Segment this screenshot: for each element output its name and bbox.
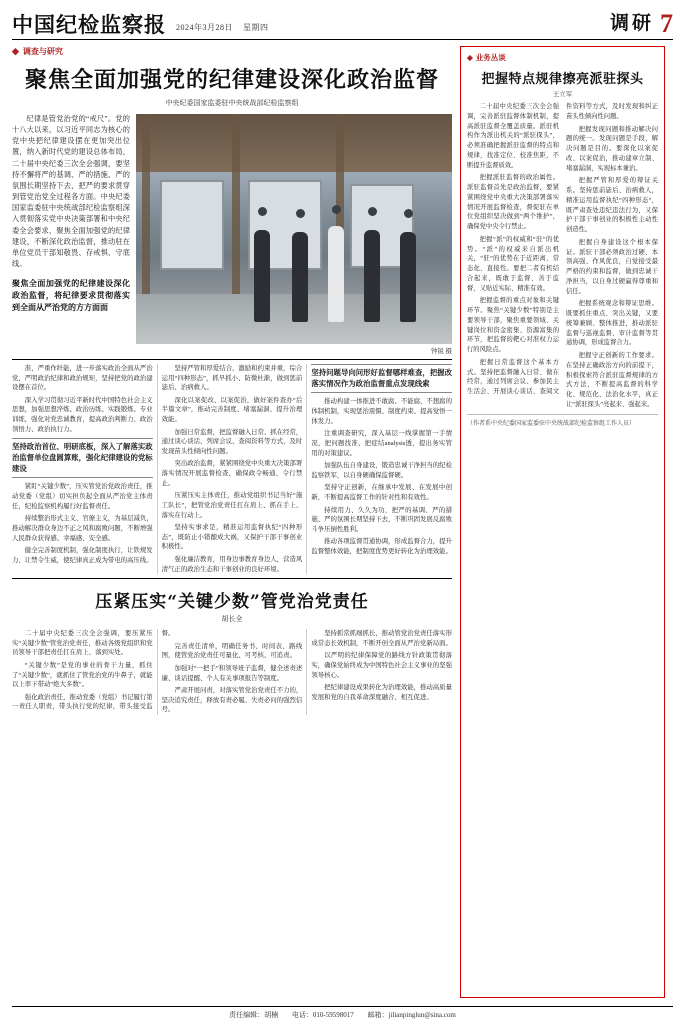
paper-name: 中国纪检监察报 <box>12 12 166 37</box>
paragraph: 把握自身建设这个根本保证。派驻干部必须政治过硬、本领高强、作风优良，自觉接受最严格的约束和监督，做到忠诚干净担当，以自身过硬赢得尊重和信任。 <box>566 238 658 295</box>
paragraph: 把握发现问题和推动解决问题的统一。发现问题是手段，解决问题是目的。要深化以案促改、以案促治，推动建章立制、堵塞漏洞，实现标本兼治。 <box>566 125 658 172</box>
page-body <box>12 46 673 998</box>
page-number: 7 <box>660 8 673 38</box>
masthead-date <box>176 22 269 35</box>
photo-person <box>292 232 308 322</box>
paragraph: 突出政治监督，紧紧围绕党中央重大决策部署落实情况开展监督检查，确保政令畅通、令行禁止。 <box>161 460 303 487</box>
sidebar-byline: 王立军 <box>552 91 573 98</box>
paragraph: 坚持实事求是，精准运用监督执纪“四种形态”，既防止小错酿成大祸，又保护干部干事创业积极性。 <box>161 524 303 551</box>
sidebar-body <box>467 102 658 410</box>
photo-person <box>364 230 380 322</box>
photo-person <box>254 230 270 322</box>
sidebar-kicker-label: 业务丛谈 <box>475 53 506 62</box>
photo-person <box>328 226 344 322</box>
paragraph: 加强日常监督，把监督融入日常、抓在经常，通过谈心谈话、列席会议、查阅资料等方式，及时发现苗头性倾向性问题。 <box>161 428 303 455</box>
paragraph: 强化廉洁教育，用身边事教育身边人，营造风清气正的政治生态和干事创业的良好环境。 <box>161 555 303 573</box>
divider <box>12 578 452 579</box>
paragraph: 坚持严管和厚爱结合、激励和约束并重，综合运用“四种形态”，抓早抓小、防微杜渐，做到惩前毖后、治病救人。 <box>161 365 303 392</box>
divider <box>12 359 452 360</box>
article-subhead: 坚持问题导向问形好监督哪样难查，把握改落实情况作为政治监督重点发现线索 <box>311 364 452 393</box>
sidebar-kicker <box>467 52 658 63</box>
photo-block <box>136 114 452 355</box>
paragraph: 推动各项监督贯通协调，形成监督合力，提升监督整体效能，把制度优势更好转化为治理效能。 <box>311 538 452 555</box>
masthead <box>12 8 673 40</box>
paragraph: 把握“派”的权威和“驻”的优势。“派”的权威来自派出机关，“驻”的优势在于近距离、常态化、直接性。要把二者有机结合起来，既敢于监督、善于监督，又贴近实际、精准有效。 <box>467 235 559 292</box>
paragraph: 加强对“一把手”和领导班子监督，健全述责述廉、谈话提醒、个人有关事项报告等制度。 <box>161 665 303 682</box>
footer-editor: 责任编辑：胡楠 <box>229 1011 279 1019</box>
photo-awning <box>136 114 452 172</box>
masthead-right <box>609 8 673 38</box>
photo-credit: 钟锐 摄 <box>430 348 452 355</box>
paragraph: 推动构建一体推进不敢腐、不能腐、不想腐的体制机制，实现惩治震慑、制度约束、提高觉悟一体发力。 <box>311 398 452 425</box>
masthead-left <box>12 14 269 35</box>
paragraph: 把握派驻监督的政治属性。派驻监督首先是政治监督，要紧紧围绕党中央重大决策部署落实情况开展监督检查，督促驻在单位党组织坚决做到“两个维护”，确保党中央令行禁止。 <box>467 174 559 230</box>
photo-person-head <box>296 209 305 218</box>
paragraph: 坚持抓常抓细抓长，推动管党治党责任落实形成常态长效机制，不断开创全面从严治党新局面。 <box>311 630 452 647</box>
paragraph: 把纪律建设成果转化为治理效能，推动高质量发展和党的自我革命深度融合、相互促进。 <box>311 684 452 701</box>
paragraph: 深化以案促改、以案促治，做好案件查办“后半篇文章”，推动完善制度、堵塞漏洞、提升治理效能。 <box>161 396 303 424</box>
photo-person-head <box>368 207 377 216</box>
page-title: 聚焦全面加强党的纪律建设深化政治监督 <box>24 67 439 93</box>
paragraph: 二十届中央纪委三次全会强调，完善派驻监督体制机制，提高派驻监督全覆盖质量。派驻机构作为派出机关的“派驻探头”，必须准确把握派驻监督的特点和规律，找准定位、校准焦距，不断提升监督质效。 <box>467 103 559 169</box>
lead-paragraph: 纪律是管党治党的“戒尺”。党的十八大以来，以习近平同志为核心的党中央把纪律建设摆在更加突出位置，纳入新时代党的建设总体布局，二十届中央纪委三次全会强调，要坚持不懈将严的基调、严的措施、严的氛围长期坚持下去，把严的要求贯穿到管党治党全过程各方面。中央纪委国家监委驻中央统战部纪检监察组深入贯彻落实党中央决策部署和中央纪委全会要求，聚焦全面加强党的纪律建设，不断深化政治监督，推动驻在单位党员干部知敬畏、存戒惧、守底线。 <box>12 115 130 269</box>
paragraph: 深入学习贯彻习近平新时代中国特色社会主义思想，加强思想淬炼、政治历练、实践锻炼、专业训练，强化对党忠诚教育，提高政治判断力、政治领悟力、政治执行力。 <box>12 396 153 433</box>
second-article-body <box>12 629 452 715</box>
diamond-icon: ◆ <box>12 46 19 56</box>
sidebar-column <box>460 46 665 998</box>
second-article-byline: 胡长全 <box>221 615 243 624</box>
paragraph: 注重调查研究，深入基层一线掌握第一手情况，把问题找准、把症结analysis透，提出务实管用的对策建议。 <box>311 430 452 457</box>
photo-display-board <box>160 180 224 270</box>
paragraph: “关键少数”是党的事业的骨干力量，抓住了“关键少数”，就抓住了管党治党的牛鼻子，就能以上率下带动“绝大多数”。 <box>12 662 153 689</box>
lead-text-column <box>12 114 130 355</box>
date-text: 2024年3月28日 <box>176 23 233 32</box>
paragraph: 以严明的纪律保障党的路线方针政策贯彻落实，确保党始终成为中国特色社会主义事业的坚强领导核心。 <box>311 652 452 679</box>
section-name: 调研 <box>609 13 654 34</box>
photo-person-head <box>332 205 341 214</box>
paragraph: 把握严管和厚爱的辩证关系。坚持惩前毖后、治病救人，精准运用监督执纪“四种形态”，既严肃查处违纪违法行为，又保护干部干事创业的积极性主动性创造性。 <box>566 177 658 233</box>
page-footer <box>12 1006 673 1020</box>
sidebar-author-note: （作者系中央纪委国家监委驻中央统战部纪检监察组工作人员） <box>467 414 658 427</box>
paragraph: 准，严重作纤能，进一步落实政治全面从严治党，严明政治纪律和政治规矩，坚持把党的政治建设摆在首位。 <box>12 365 153 392</box>
lead-caption: 聚焦全面加强党的纪律建设深化政治监督，将纪律要求贯彻落实到全面从严治党的方方面面 <box>12 279 130 313</box>
kicker-label: 调查与研究 <box>22 47 63 56</box>
article-photo <box>136 114 452 344</box>
paragraph: 强化政治责任，推动党委（党组）书记履行第一责任人职责，带头执行党的纪律，带头接受监督。 <box>12 630 175 711</box>
article-byline: 中央纪委国家监委驻中央统战部纪检监察组 <box>165 99 299 107</box>
main-article-body <box>12 364 452 574</box>
second-article-title: 压紧压实“关键少数”管党治党责任 <box>95 592 369 613</box>
paragraph: 健全完善制度机制，强化制度执行，让铁规发力、让禁令生威，使纪律真正成为带电的高压线。 <box>12 547 153 564</box>
paragraph: 把握日常监督这个基本方式。坚持把监督融入日常、做在经常，通过列席会议、参加民主生活会、开展谈心谈话、查阅文件资料等方式，及时发现和纠正苗头性倾向性问题。 <box>467 103 658 395</box>
paragraph: 严肃开展问责，对落实管党治党责任不力的，坚决追究责任，释放有责必履、失责必问的强烈信号。 <box>161 687 303 714</box>
paragraph: 把握系统观念和辩证思维。既要抓住重点、突出关键，又要统筹兼顾、整体推进，推动派驻监督与巡视监督、审计监督等贯通协调，形成监督合力。 <box>566 300 658 347</box>
paragraph: 持续整治形式主义、官僚主义，为基层减负，推动解决群众身边不正之风和腐败问题，不断增强人民群众获得感、幸福感、安全感。 <box>12 515 153 542</box>
left-column <box>12 46 452 998</box>
weekday-text: 星期四 <box>243 23 269 32</box>
paragraph: 把握守正创新的工作要求。在坚持正确政治方向的前提下，积极探索符合派驻监督规律的方式方法，不断提高监督的科学化、规范化、法治化水平，真正让“派驻探头”亮起来、强起来。 <box>566 352 658 408</box>
paragraph: 压紧压实主体责任，推动党组织书记当好“施工队长”，把管党治党责任扛在肩上、抓在手上、落实在行动上。 <box>161 492 303 519</box>
photo-person-head <box>404 209 413 218</box>
sidebar-title: 把握特点规律擦亮派驻探头 <box>481 72 644 87</box>
article-kicker <box>12 46 452 57</box>
photo-person <box>400 232 416 322</box>
paragraph: 持续用力、久久为功，把严的基调、严的措施、严的氛围长期坚持下去，不断巩固发展反腐败斗争压倒性胜利。 <box>311 506 452 533</box>
footer-email: 邮箱：jilianpinglun@sina.com <box>367 1011 456 1019</box>
lead-block <box>12 114 452 355</box>
photo-person-head <box>258 207 267 216</box>
paragraph: 加强队伍自身建设，锻造忠诚干净担当的纪检监察铁军，以自身硬确保监督硬。 <box>311 462 452 479</box>
paragraph: 完善责任清单，明确任务书、时间表、路线图，使管党治党责任可量化、可考核、可追责。 <box>161 642 303 660</box>
diamond-icon: ◆ <box>467 53 473 62</box>
footer-phone: 电话：010-59598017 <box>291 1011 354 1019</box>
paragraph: 二十届中央纪委三次全会强调，要压紧压实“关键少数”管党治党责任，推动各级党组织和党员领导干部把责任扛在肩上、落到实处。 <box>12 630 153 657</box>
paragraph: 紧盯“关键少数”，压实管党治党政治责任，推动党委（党组）切实担负起全面从严治党主体责任，纪检监察机构履行好监督责任。 <box>12 483 153 510</box>
paragraph: 把握监督的重点对象和关键环节。聚焦“关键少数”特别是主要领导干部，聚焦重要领域、关键岗位和资金密集、资源富集的环节，把监督的靶心对准权力运行的风险点。 <box>467 297 559 353</box>
article-subhead: 坚持政治首位、明研底板，深入了解落实政治监督单位盘圆算账，强化纪律建设的党标建设 <box>12 438 153 478</box>
paragraph: 坚持守正创新，在继承中发展、在发展中创新，不断提高监督工作的针对性和有效性。 <box>311 484 452 501</box>
